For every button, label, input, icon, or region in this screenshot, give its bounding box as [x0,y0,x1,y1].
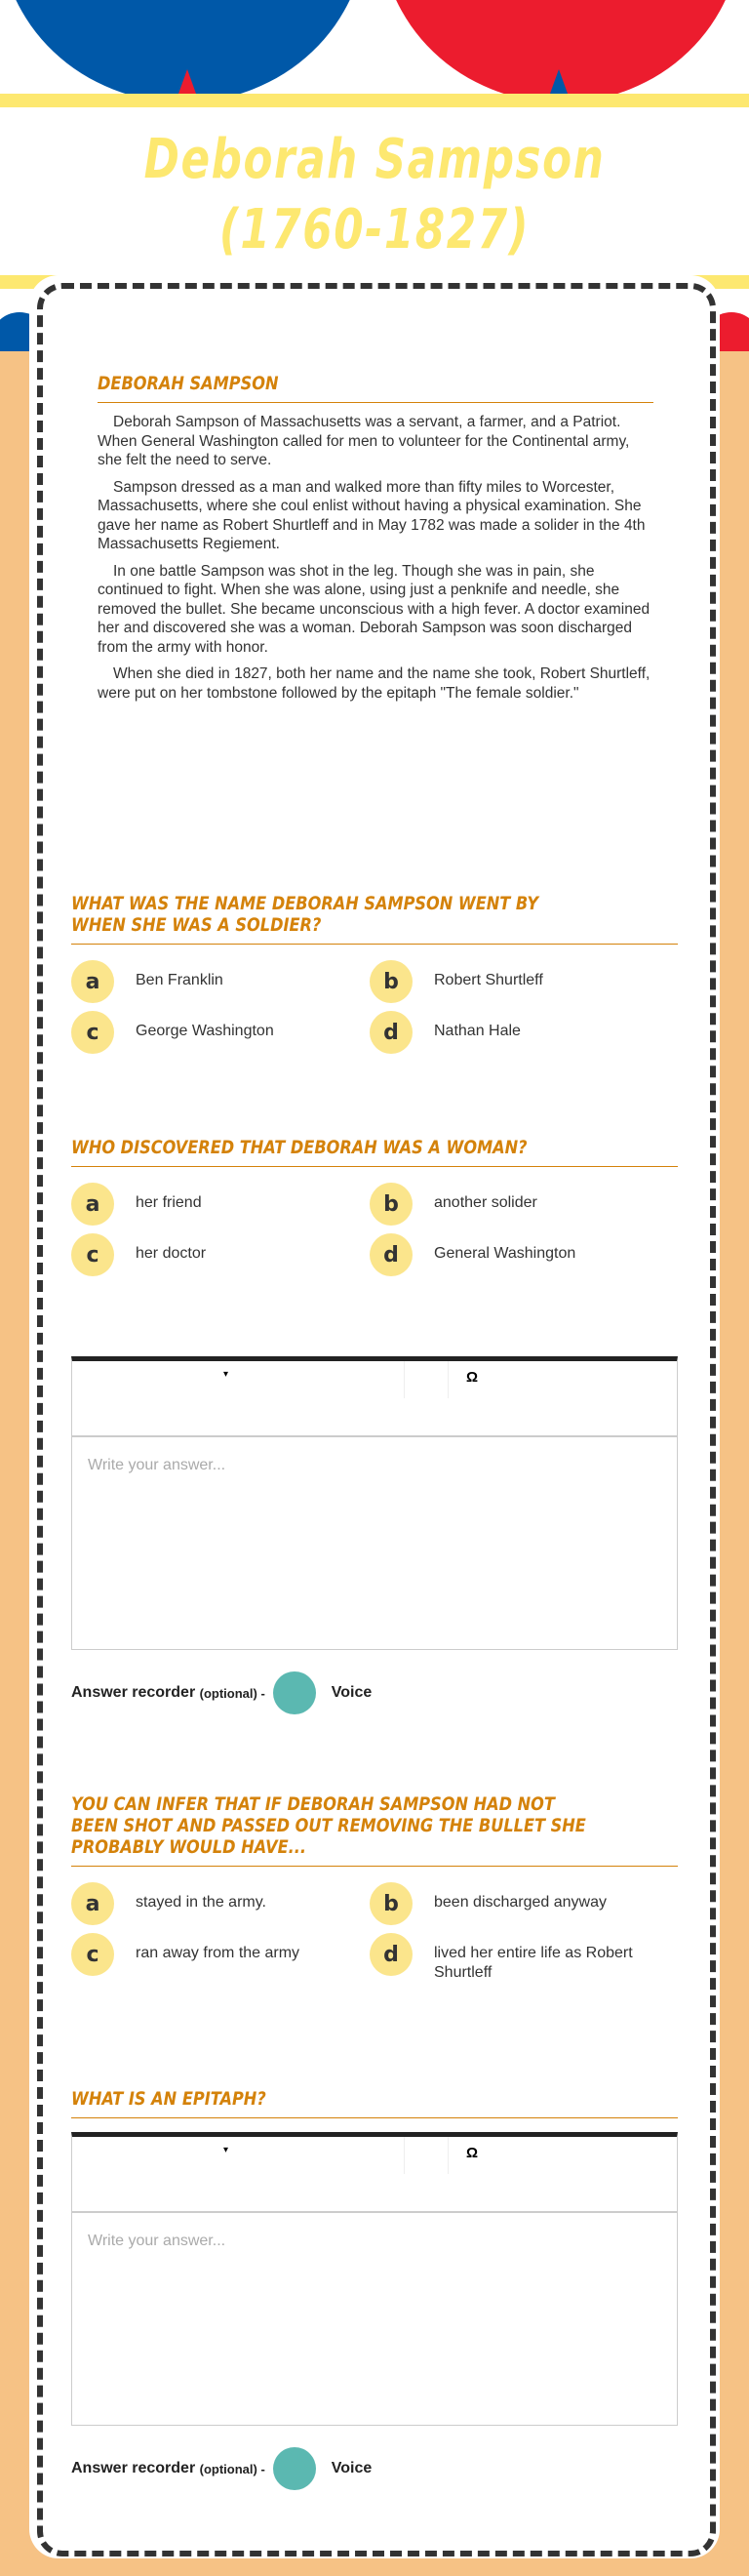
option-b[interactable] [370,1882,662,1925]
option-letter: c [71,1933,114,1976]
option-letter: c [71,1233,114,1276]
option-d[interactable] [370,1933,662,1983]
question-text: WHAT WAS THE NAME DEBORAH SAMPSON WENT BY WHEN SHE WAS A SOLDIER? [71,893,539,936]
option-letter: d [370,1933,413,1976]
editor-toolbar [72,1361,677,1437]
question-text: WHO DISCOVERED THAT DEBORAH WAS A WOMAN? [71,1137,528,1158]
option-letter: d [370,1011,413,1054]
option-c[interactable] [71,1011,370,1054]
option-text: lived her entire life as Robert Shurtleff [434,1945,633,1981]
page-title: Deborah Sampson (1760-1827) [143,128,606,262]
option-text: Robert Shurtleff [434,972,543,988]
question-4 [71,2088,678,2490]
option-d[interactable] [370,1233,662,1276]
intro-section [98,373,653,710]
question-1 [71,893,678,1054]
option-text: General Washington [434,1245,576,1262]
option-letter: b [370,1882,413,1925]
option-text: ran away from the army [136,1945,300,1961]
option-text: her friend [136,1194,202,1211]
answer-placeholder[interactable]: Write your answer... [88,2233,226,2249]
optional-label: (optional) - [199,1685,265,1701]
answer-box-1 [71,1356,678,1714]
option-b[interactable] [370,1183,662,1226]
option-text: stayed in the army. [136,1894,266,1911]
balloon-knot [178,69,196,94]
option-letter: d [370,1233,413,1276]
voice-label: Voice [331,2460,373,2476]
option-c[interactable] [71,1233,370,1276]
paragraph: Deborah Sampson of Massachusetts was a servant, a farmer, and a Patriot. When General Washington called for men to volunteer for the Continental army, she felt the need to serve. [98,414,630,468]
paragraph: In one battle Sampson was shot in the leg. Though she was in pain, she continued to fight. When she was alone, using just a penknife and needle, she removed the bullet. She became unconscious with a high fever. A doctor examined her and discovered she was a woman. Deborah Sampson was soon discharged from the army with honor. [98,562,650,656]
editor-toolbar [72,2137,677,2213]
dropdown-arrow-icon[interactable]: ▾ [223,2145,229,2155]
option-letter: a [71,1882,114,1925]
intro-heading: DEBORAH SAMPSON [98,373,279,394]
balloon-knot [550,69,568,94]
option-a[interactable] [71,1183,370,1226]
option-letter: a [71,960,114,1003]
rich-text-editor[interactable] [71,2132,678,2426]
option-c[interactable] [71,1933,370,1983]
record-button[interactable] [273,1671,316,1714]
yellow-stripe [0,94,749,107]
option-letter: c [71,1011,114,1054]
option-text: Nathan Hale [434,1023,521,1039]
option-b[interactable] [370,960,662,1003]
question-2 [71,1137,678,1276]
recorder-label: Answer recorder [71,1684,196,1701]
option-a[interactable] [71,1882,370,1925]
option-letter: b [370,1183,413,1226]
option-text: Ben Franklin [136,972,223,988]
optional-label: (optional) - [199,2461,265,2476]
option-text: George Washington [136,1023,274,1039]
option-letter: a [71,1183,114,1226]
answer-recorder [71,1671,678,1714]
option-letter: b [370,960,413,1003]
option-text: been discharged anyway [434,1894,608,1911]
answer-recorder [71,2447,678,2490]
voice-label: Voice [331,1684,373,1701]
special-character-button[interactable]: Ω [466,2145,479,2161]
record-button[interactable] [273,2447,316,2490]
paragraph: Sampson dressed as a man and walked more than fifty miles to Worcester, Massachusetts, where she coul enlist without having a physical examination. She gave her name as Robert Shurtleff and in May 1782 was made a solider in the 4th Massachusetts Regiement. [98,478,646,552]
dropdown-arrow-icon[interactable]: ▾ [223,1369,229,1380]
rich-text-editor[interactable] [71,1356,678,1650]
paragraph: When she died in 1827, both her name and the name she took, Robert Shurtleff, were put on her tombstone followed by the epitaph "The female soldier." [98,665,650,702]
special-character-button[interactable]: Ω [466,1369,479,1386]
option-text: her doctor [136,1245,207,1262]
option-a[interactable] [71,960,370,1003]
recorder-label: Answer recorder [71,2460,196,2476]
question-3 [71,1793,678,1983]
answer-placeholder[interactable]: Write your answer... [88,1457,226,1473]
question-text: YOU CAN INFER THAT IF DEBORAH SAMPSON HAD NOT BEEN SHOT AND PASSED OUT REMOVING THE BULLET SHE PROBABLY WOULD HAVE... [71,1793,586,1858]
option-text: another solider [434,1194,537,1211]
question-text: WHAT IS AN EPITAPH? [71,2088,266,2110]
option-d[interactable] [370,1011,662,1054]
